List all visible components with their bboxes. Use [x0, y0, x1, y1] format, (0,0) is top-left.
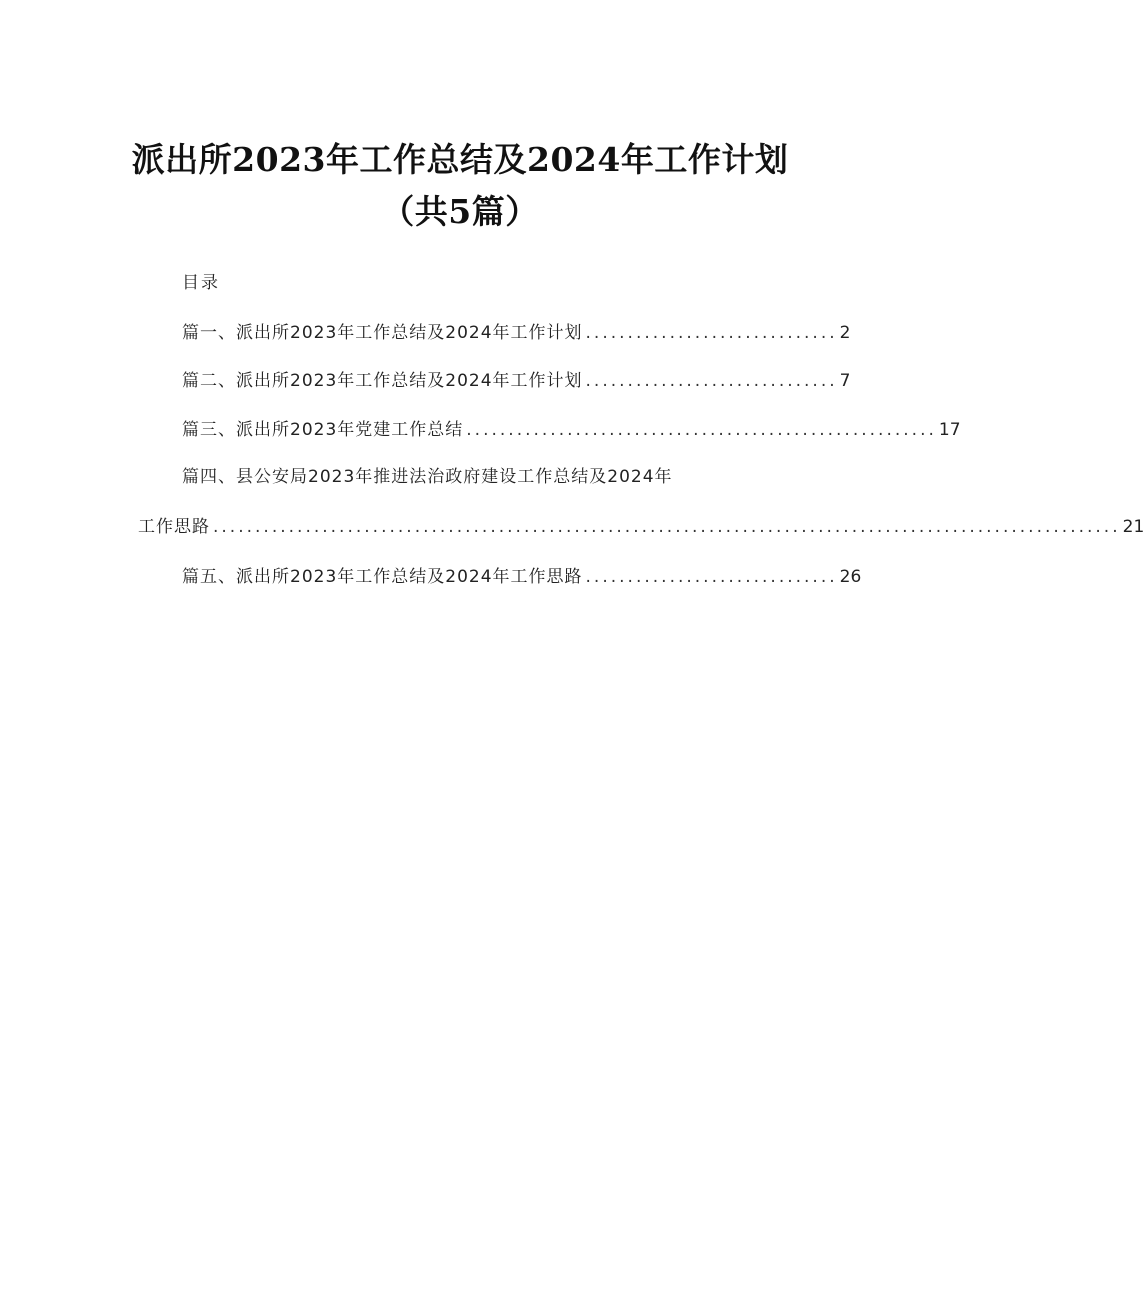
toc-dot-leader: .............................. [585, 323, 838, 343]
toc-entry-label: 篇五、派出所2023年工作总结及2024年工作思路 [182, 567, 583, 587]
toc-entry-label: 篇二、派出所2023年工作总结及2024年工作计划 [182, 371, 583, 391]
toc-page-number: 17 [938, 420, 961, 440]
toc-page-number: 2 [839, 323, 851, 343]
toc-entry[interactable] [138, 514, 1144, 540]
toc-dot-leader: ........................................................ [466, 420, 937, 440]
toc-entry-label-line1[interactable]: 篇四、县公安局2023年推进法治政府建设工作总结及2024年 [182, 467, 673, 487]
title-line-2: （共5篇） [381, 192, 539, 231]
toc-entry[interactable] [182, 320, 851, 346]
toc-dot-leader: .............................. [585, 567, 838, 587]
toc-page-number: 26 [839, 567, 862, 587]
toc-entry-label: 篇三、派出所2023年党建工作总结 [182, 420, 464, 440]
title-line-1: 派出所2023年工作总结及2024年工作计划 [131, 140, 789, 179]
document-title [0, 134, 920, 238]
toc-entry[interactable] [182, 417, 961, 443]
toc-dot-leader: ............................................................................................................ [213, 517, 1121, 537]
toc-dot-leader: .............................. [585, 371, 838, 391]
toc-entry[interactable] [182, 368, 851, 394]
toc-entry-label: 篇一、派出所2023年工作总结及2024年工作计划 [182, 323, 583, 343]
toc-page-number: 7 [839, 371, 851, 391]
toc-heading: 目录 [182, 273, 220, 293]
toc-entry-label: 工作思路 [138, 517, 210, 537]
toc-page-number: 21 [1122, 517, 1144, 537]
toc-entry[interactable] [182, 564, 862, 590]
